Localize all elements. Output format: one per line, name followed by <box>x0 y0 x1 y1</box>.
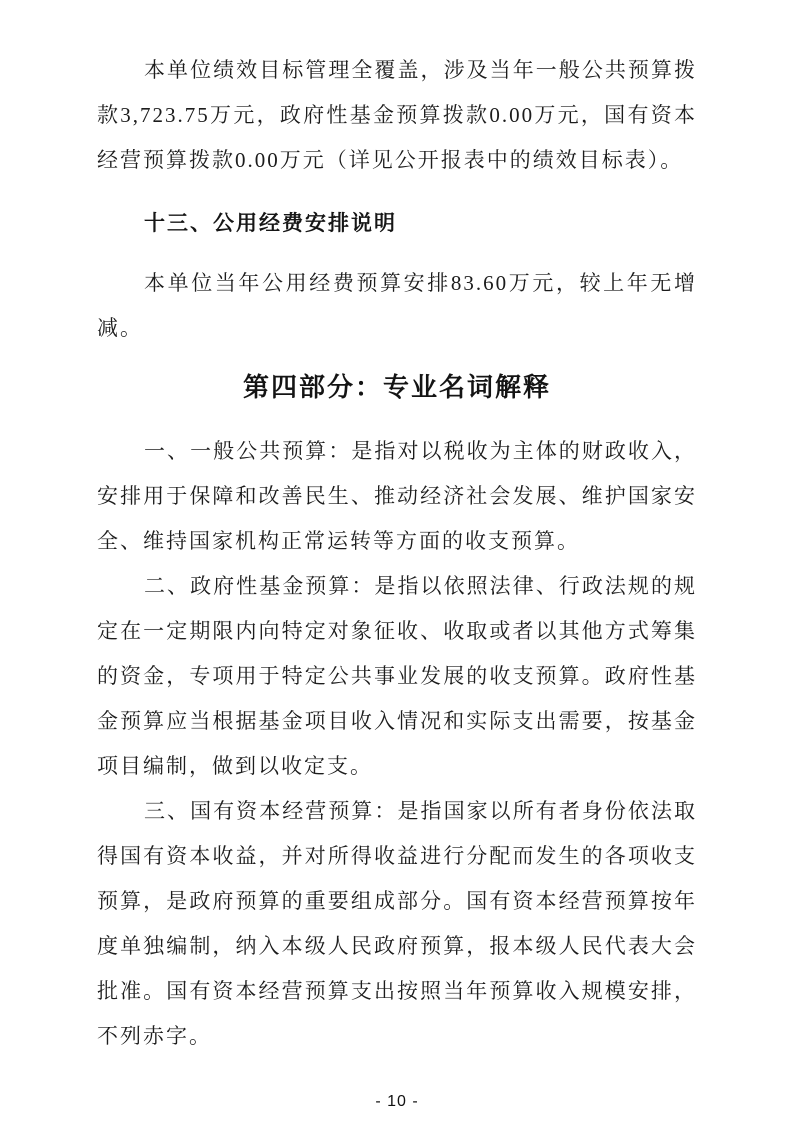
definition-general-public-budget: 一、一般公共预算：是指对以税收为主体的财政收入，安排用于保障和改善民生、推动经济社会发展、维护国家安全、维持国家机构正常运转等方面的收支预算。 <box>97 439 697 553</box>
section-thirteen-paragraph: 本单位当年公用经费预算安排83.60万元，较上年无增减。 <box>97 271 697 340</box>
intro-paragraph: 本单位绩效目标管理全覆盖，涉及当年一般公共预算拨款3,723.75万元，政府性基金预算拨款0.00万元，国有资本经营预算拨款0.00万元（详见公开报表中的绩效目标表）。 <box>97 58 697 172</box>
section-thirteen-heading: 十三、公用经费安排说明 <box>144 211 397 235</box>
definitions-list <box>97 429 697 1059</box>
part-four-title: 第四部分：专业名词解释 <box>242 372 551 402</box>
definition-government-fund-budget: 二、政府性基金预算：是指以依照法律、行政法规的规定在一定期限内向特定对象征收、收取或者以其他方式筹集的资金，专项用于特定公共事业发展的收支预算。政府性基金预算应当根据基金项目收入情况和实际支出需要，按基金项目编制，做到以收定支。 <box>97 574 697 778</box>
definition-state-capital-budget: 三、国有资本经营预算：是指国家以所有者身份依法取得国有资本收益，并对所得收益进行分配而发生的各项收支预算，是政府预算的重要组成部分。国有资本经营预算按年度单独编制，纳入本级人民政府预算，报本级人民代表大会批准。国有资本经营预算支出按照当年预算收入规模安排，不列赤字。 <box>97 799 697 1048</box>
page-number: - 10 - <box>375 1093 419 1110</box>
